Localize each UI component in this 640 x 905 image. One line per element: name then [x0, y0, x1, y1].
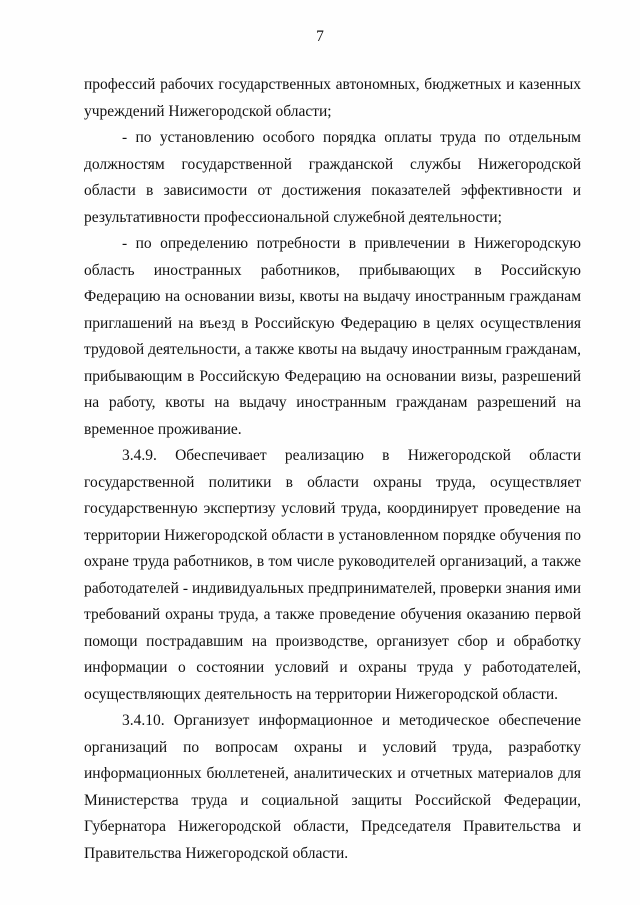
paragraph-3-4-10: 3.4.10. Организует информационное и методическое обеспечение организаций по вопросам охраны и условий труда, разработку информационных бюллетеней, аналитических и отчетных материалов для Министерства труда и социальной защиты Российской Федерации, Губернатора Нижегородской области, Председателя Правительства и Правительства Нижегородской области. — [84, 712, 581, 862]
page-number: 7 — [316, 28, 324, 45]
paragraph-continuation: профессий рабочих государственных автономных, бюджетных и казенных учреждений Нижегородской области; — [84, 76, 581, 120]
document-body — [84, 72, 581, 867]
paragraph-bullet-foreign-workers: - по определению потребности в привлечении в Нижегородскую область иностранных работников, прибывающих в Российскую Федерацию на основании визы, квоты на выдачу иностранным гражданам приглашений на въезд в Российскую Федерацию в целях осуществления трудовой деятельности, а также квоты на выдачу иностранным гражданам, прибывающим в Российскую Федерацию на основании визы, разрешений на работу, квоты на выдачу иностранным гражданам разрешений на временное проживание. — [84, 235, 581, 438]
paragraph-bullet-wage-order: - по установлению особого порядка оплаты труда по отдельным должностям государственной гражданской службы Нижегородской области в зависимости от достижения показателей эффективности и результативности профессиональной служебной деятельности; — [84, 129, 581, 226]
paragraph-3-4-9: 3.4.9. Обеспечивает реализацию в Нижегородской области государственной политики в области охраны труда, осуществляет государственную экспертизу условий труда, координирует проведение на территории Нижегородской области в установленном порядке обучения по охране труда работников, в том числе руководителей организаций, а также работодателей - индивидуальных предпринимателей, проверки знания ими требований охраны труда, а также проведение обучения оказанию первой помощи пострадавшим на производстве, организует сбор и обработку информации о состоянии условий и охраны труда у работодателей, осуществляющих деятельность на территории Нижегородской области. — [84, 447, 581, 703]
